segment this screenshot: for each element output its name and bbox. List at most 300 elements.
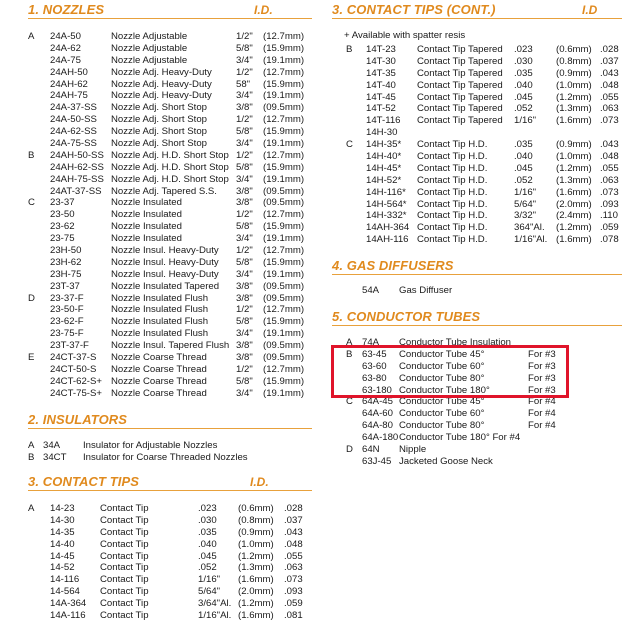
contact-tips-header [28, 476, 312, 491]
metric: (12.7mm) [263, 114, 305, 126]
table-row [332, 234, 622, 246]
section-letter: C [346, 139, 353, 151]
tip-id: .063 [284, 562, 303, 574]
part-number: 34A [43, 440, 61, 451]
description: Nozzle Insulated Flush [111, 304, 209, 316]
table-row [28, 515, 312, 527]
tip-id: .059 [284, 598, 303, 610]
part-number: 14-35 [50, 526, 75, 538]
section-letter: A [28, 503, 35, 514]
table-row [28, 551, 312, 563]
metric: (15.9mm) [263, 126, 305, 138]
size: 3/32" [514, 210, 537, 222]
tip-id: .055 [284, 550, 303, 562]
size: 5/8" [236, 256, 253, 268]
description: Nozzle Insulated Flush [111, 316, 209, 328]
part-number: 23-37 [50, 197, 75, 209]
table-row [28, 610, 312, 622]
table-row [332, 285, 622, 297]
description: Nozzle Coarse Thread [111, 387, 207, 399]
metric: (0.6mm) [238, 503, 274, 514]
table-row [28, 102, 312, 114]
table-row [28, 162, 312, 174]
size: 5/8" [236, 221, 253, 233]
nozzles-list [28, 31, 312, 400]
part-number: 63-180 [362, 384, 392, 396]
table-row [28, 562, 312, 574]
section-letter: A [28, 440, 35, 451]
description: Contact Tip [100, 610, 149, 622]
table-row [28, 233, 312, 245]
contact-tips-cont-id-header: I.D [582, 3, 598, 17]
section-letter: E [28, 352, 35, 364]
description: Contact Tip H.D. [417, 162, 488, 174]
size: .035 [514, 139, 533, 151]
metric: (19.1mm) [263, 387, 305, 399]
table-row [28, 304, 312, 316]
size: 1/2" [236, 304, 253, 316]
metric: (12.7mm) [263, 149, 305, 161]
size: 1/2" [236, 149, 253, 161]
description: Nozzle Adj. Short Stop [111, 126, 207, 138]
metric: (09.5mm) [263, 102, 305, 114]
tip-id: .048 [284, 538, 303, 550]
part-number: 14T-23 [366, 44, 396, 55]
contact-tips-cont-list [332, 44, 622, 246]
table-row [332, 420, 622, 432]
table-row [332, 444, 622, 456]
nozzles-header [28, 4, 312, 19]
section-letter: C [28, 197, 35, 209]
description: Contact Tip [100, 562, 149, 574]
description: Nozzle Adj. Tapered S.S. [111, 185, 217, 197]
table-row [28, 174, 312, 186]
description: Contact Tip H.D. [417, 139, 488, 151]
size: 3/4" [236, 268, 253, 280]
description: Contact Tip Tapered [417, 44, 503, 55]
part-number: 14H-30 [366, 127, 398, 139]
table-row [28, 209, 312, 221]
description: Contact Tip Tapered [417, 115, 503, 127]
size: 3/8" [236, 197, 253, 209]
size: 1/16"Al. [198, 610, 232, 622]
description: Nozzle Insulated [111, 197, 182, 209]
table-row [332, 175, 622, 187]
conductor-tubes-title: 5. CONDUCTOR TUBES [332, 309, 481, 324]
part-number: 23-37-F [50, 292, 84, 304]
part-number: 14H-52* [366, 174, 402, 186]
description: Contact Tip [100, 538, 149, 550]
metric: (19.1mm) [263, 90, 305, 102]
tip-id: .081 [284, 610, 303, 622]
size: 1/2" [236, 114, 253, 126]
metric: (09.5mm) [263, 352, 305, 364]
tip-id: .037 [284, 514, 303, 526]
part-number: 23-50-F [50, 304, 84, 316]
description: Insulator for Coarse Threaded Nozzles [83, 451, 248, 463]
spatter-note: + Available with spatter resis [344, 30, 466, 41]
part-number: 24AH-62-SS [50, 161, 104, 173]
size: 1/16"Al. [514, 234, 548, 246]
part-number: 14-23 [50, 503, 75, 514]
table-row [28, 388, 312, 400]
metric: (19.1mm) [263, 54, 305, 66]
contact-tips-title: 3. CONTACT TIPS [28, 474, 140, 489]
part-number: 14-564 [50, 586, 80, 598]
metric: (15.9mm) [263, 78, 305, 90]
nozzles-title: 1. NOZZLES [28, 2, 105, 17]
table-row [28, 574, 312, 586]
conductor-tubes-header [332, 311, 622, 326]
table-row [28, 31, 312, 43]
metric: (09.5mm) [263, 185, 305, 197]
metric: (09.5mm) [263, 292, 305, 304]
size: 1/16" [514, 115, 537, 127]
table-row [28, 293, 312, 305]
part-number: 24AH-62 [50, 78, 88, 90]
size: .040 [198, 538, 217, 550]
part-number: 14-116 [50, 574, 80, 586]
part-number: 14-30 [50, 514, 75, 526]
tip-id: .110 [600, 210, 618, 222]
table-row [332, 56, 622, 68]
metric: (0.9mm) [556, 67, 592, 79]
part-number: 14H-45* [366, 162, 402, 174]
description: Nozzle Adj. Short Stop [111, 102, 207, 114]
metric: (19.1mm) [263, 328, 305, 340]
part-number: 63-45 [362, 348, 387, 360]
size: 1/2" [236, 66, 253, 78]
table-row [332, 92, 622, 104]
part-number: 14T-52 [366, 103, 396, 115]
table-row [28, 79, 312, 91]
part-number: 24A-62 [50, 42, 81, 54]
description: Nozzle Adj. H.D. Short Stop [111, 149, 229, 161]
description: Jacketed Goose Neck [399, 455, 493, 467]
part-number: 23-75 [50, 233, 75, 245]
description: Nozzle Adjustable [111, 31, 188, 42]
size: .045 [514, 91, 533, 103]
description: Nozzle Insulated [111, 233, 182, 245]
tip-id: .073 [600, 186, 619, 198]
part-number: 23-75-F [50, 328, 84, 340]
description: Conductor Tube 80° [399, 420, 485, 432]
description: Contact Tip H.D. [417, 210, 488, 222]
section-letter: D [346, 444, 353, 456]
table-row [332, 396, 622, 408]
section-letter: B [28, 451, 35, 463]
part-number: 64A-80 [362, 420, 393, 432]
metric: (15.9mm) [263, 316, 305, 328]
part-number: 24AT-37-SS [50, 185, 102, 197]
description: Contact Tip Tapered [417, 79, 503, 91]
table-row [332, 139, 622, 151]
metric: (15.9mm) [263, 42, 305, 54]
description: Contact Tip [100, 586, 149, 598]
metric: (1.6mm) [556, 186, 592, 198]
metric: (19.1mm) [263, 268, 305, 280]
table-row [28, 376, 312, 388]
table-row [28, 586, 312, 598]
description: Nozzle Insulated Flush [111, 328, 209, 340]
metric: (1.2mm) [556, 222, 592, 234]
size: .045 [198, 550, 217, 562]
table-row [28, 138, 312, 150]
description: Nozzle Insul. Heavy-Duty [111, 268, 219, 280]
table-row [28, 452, 312, 464]
size: 3/8" [236, 292, 253, 304]
contact-tips-cont-header [332, 4, 622, 19]
part-number: 24AH-50-SS [50, 149, 104, 161]
table-row [332, 199, 622, 211]
tip-id: .078 [600, 234, 619, 246]
section-letter: C [346, 396, 353, 408]
description: Nipple [399, 444, 427, 456]
part-number: 14H-116* [366, 186, 406, 198]
size: 3/8" [236, 185, 253, 197]
part-number: 24AH-50 [50, 66, 88, 78]
description: Contact Tip [100, 574, 149, 586]
tip-id: .063 [600, 103, 619, 115]
description: Contact Tip Tapered [417, 91, 503, 103]
description: Contact Tip H.D. [417, 222, 488, 234]
size: 3/4" [236, 173, 253, 185]
part-number: 64A-60 [362, 408, 393, 420]
table-row [28, 281, 312, 293]
tip-id: .043 [600, 67, 619, 79]
metric: (1.6mm) [238, 610, 274, 622]
metric: (0.8mm) [556, 55, 592, 67]
insulators-title: 2. INSULATORS [28, 412, 128, 427]
part-number: 14T-116 [366, 115, 401, 127]
size: 364"Al. [514, 222, 545, 234]
metric: (12.7mm) [263, 209, 305, 221]
part-number: 14AH-116 [366, 234, 409, 246]
tip-id: .043 [600, 139, 619, 151]
size: .023 [514, 44, 533, 55]
description: Conductor Tube 180° [399, 384, 490, 396]
table-row [332, 103, 622, 115]
section-letter: B [346, 348, 353, 360]
metric: (15.9mm) [263, 221, 305, 233]
description: Nozzle Adjustable [111, 42, 188, 54]
size: .035 [514, 67, 533, 79]
size: 3/4" [236, 328, 253, 340]
size: 1/2" [236, 245, 253, 257]
metric: (15.9mm) [263, 375, 305, 387]
part-number: 24A-75-SS [50, 138, 97, 150]
description: Contact Tip [100, 514, 149, 526]
table-row [28, 67, 312, 79]
table-row [332, 408, 622, 420]
metric: (1.3mm) [238, 562, 274, 574]
size: 3/8" [236, 352, 253, 364]
tip-id: .043 [284, 526, 303, 538]
part-number: 14T-40 [366, 79, 396, 91]
size: 5/8" [236, 161, 253, 173]
description: Nozzle Insulated [111, 221, 182, 233]
gas-diffusers-header [332, 260, 622, 275]
contact-tips-id-header: I.D. [250, 475, 269, 489]
metric: (1.2mm) [556, 162, 592, 174]
part-number: 14H-332* [366, 210, 407, 222]
metric: (19.1mm) [263, 233, 305, 245]
application: For #3 [528, 372, 556, 384]
part-number: 24CT-62-S+ [50, 375, 102, 387]
part-number: 14H-564* [366, 198, 407, 210]
metric: (12.7mm) [263, 245, 305, 257]
size: 5/64" [514, 198, 537, 210]
size: 1/2" [236, 363, 253, 375]
description: Conductor Tube 60° [399, 408, 485, 420]
description: Nozzle Adj. Heavy-Duty [111, 66, 212, 78]
metric: (19.1mm) [263, 173, 305, 185]
size: 5/64" [198, 586, 221, 598]
size: 1/2" [236, 209, 253, 221]
section-letter: A [346, 337, 353, 348]
tip-id: .073 [284, 574, 303, 586]
metric: (0.6mm) [556, 44, 592, 55]
metric: (1.2mm) [238, 550, 274, 562]
table-row [28, 43, 312, 55]
description: Nozzle Adj. H.D. Short Stop [111, 161, 229, 173]
metric: (2.0mm) [556, 198, 592, 210]
table-row [332, 127, 622, 139]
description: Conductor Tube Insulation [399, 337, 512, 348]
table-row [332, 210, 622, 222]
description: Insulator for Adjustable Nozzles [83, 440, 218, 451]
metric: (1.0mm) [238, 538, 274, 550]
metric: (1.2mm) [238, 598, 274, 610]
size: .030 [514, 55, 533, 67]
description: Contact Tip Tapered [417, 55, 503, 67]
part-number: 23-62 [50, 221, 75, 233]
size: 3/8" [236, 102, 253, 114]
table-row [332, 115, 622, 127]
table-row [28, 316, 312, 328]
part-number: 23H-75 [50, 268, 82, 280]
part-number: 23T-37-F [50, 340, 89, 352]
size: 1/16" [198, 574, 221, 586]
tip-id: .048 [600, 79, 619, 91]
metric: (2.4mm) [556, 210, 592, 222]
tip-id: .028 [284, 503, 303, 514]
part-number: 24AH-75-SS [50, 173, 104, 185]
tip-id: .059 [600, 222, 619, 234]
tip-id: .093 [284, 586, 303, 598]
part-number: 14AH-364 [366, 222, 410, 234]
description: Contact Tip H.D. [417, 234, 488, 246]
part-number: 24CT-75-S+ [50, 387, 102, 399]
description: Conductor Tube 60° [399, 360, 485, 372]
description: Nozzle Coarse Thread [111, 352, 207, 364]
description: Nozzle Insulated [111, 209, 182, 221]
part-number: 14T-30 [366, 55, 396, 67]
table-row [28, 221, 312, 233]
size: 3/8" [236, 340, 253, 352]
table-row [28, 114, 312, 126]
table-row [28, 598, 312, 610]
table-row [332, 456, 622, 468]
table-row [28, 150, 312, 162]
table-row [28, 269, 312, 281]
metric: (15.9mm) [263, 256, 305, 268]
section-letter: B [346, 44, 353, 55]
part-number: 14T-35 [366, 67, 396, 79]
size: .040 [514, 151, 533, 163]
size: .052 [514, 103, 533, 115]
description: Contact Tip [100, 526, 149, 538]
size: .040 [514, 79, 533, 91]
metric: (2.0mm) [238, 586, 274, 598]
part-number: 24CT-37-S [50, 352, 97, 364]
description: Contact Tip [100, 550, 149, 562]
table-row [28, 197, 312, 209]
table-row [332, 151, 622, 163]
tip-id: .093 [600, 198, 619, 210]
application: For #4 [528, 420, 556, 432]
part-number: 74A [362, 337, 380, 348]
table-row [28, 440, 312, 452]
description: Contact Tip H.D. [417, 198, 488, 210]
metric: (1.6mm) [556, 115, 592, 127]
metric: (12.7mm) [263, 31, 305, 42]
part-number: 34CT [43, 451, 67, 463]
table-row [28, 186, 312, 198]
description: Nozzle Adj. Short Stop [111, 138, 207, 150]
part-number: 64A-45 [362, 396, 393, 408]
table-row [28, 90, 312, 102]
section-letter: D [28, 292, 35, 304]
tip-id: .055 [600, 91, 619, 103]
metric: (09.5mm) [263, 340, 305, 352]
part-number: 23-62-F [50, 316, 84, 328]
nozzles-id-header: I.D. [254, 3, 273, 17]
table-row [28, 245, 312, 257]
part-number: 14-52 [50, 562, 75, 574]
metric: (1.3mm) [556, 174, 592, 186]
table-row [332, 432, 622, 444]
metric: (12.7mm) [263, 363, 305, 375]
table-row [28, 126, 312, 138]
table-row [28, 328, 312, 340]
table-row [28, 503, 312, 515]
table-row [28, 364, 312, 376]
part-number: 23H-62 [50, 256, 82, 268]
table-row [332, 187, 622, 199]
metric: (0.9mm) [556, 139, 592, 151]
description: Nozzle Adj. H.D. Short Stop [111, 173, 229, 185]
table-row [28, 539, 312, 551]
size: 3/4" [236, 54, 253, 66]
part-number: 24A-50 [50, 31, 81, 42]
table-row [28, 527, 312, 539]
table-row [332, 222, 622, 234]
contact-tips-list [28, 503, 312, 622]
metric: (12.7mm) [263, 66, 305, 78]
part-number: 24A-37-SS [50, 102, 97, 114]
metric: (1.3mm) [556, 103, 592, 115]
section-letter: A [28, 31, 35, 42]
tip-id: .037 [600, 55, 619, 67]
part-number: 24AH-75 [50, 90, 88, 102]
metric: (1.6mm) [238, 574, 274, 586]
size: 1/2" [236, 31, 253, 42]
size: 3/64"Al. [198, 598, 232, 610]
part-number: 64A-180 [362, 432, 399, 444]
size: .023 [198, 503, 217, 514]
size: 5/8" [236, 126, 253, 138]
